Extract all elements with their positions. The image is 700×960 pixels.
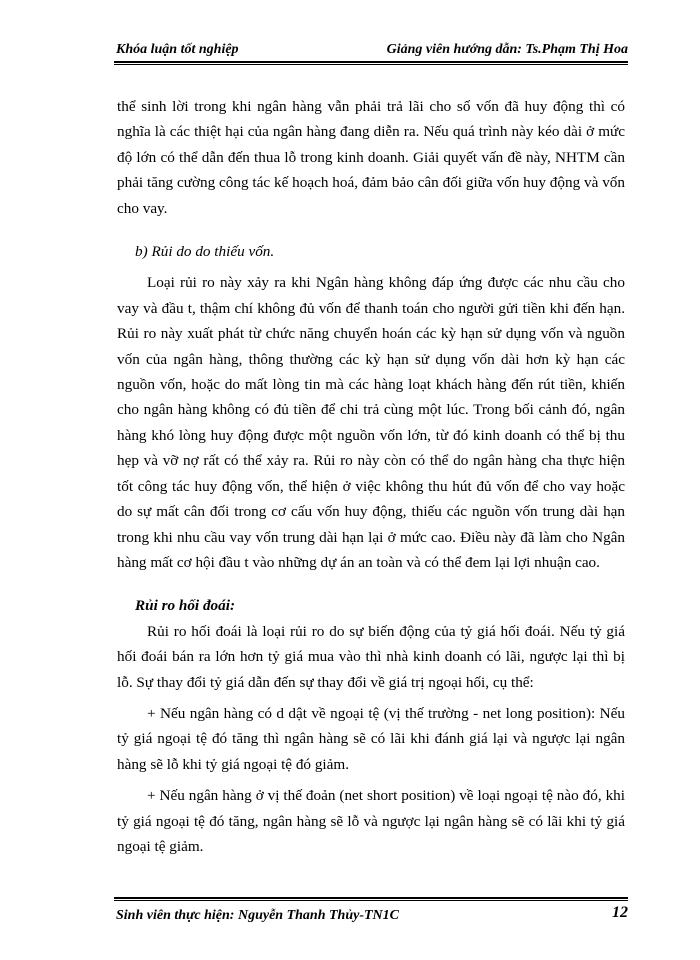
paragraph-capital-gap: thể sinh lời trong khi ngân hàng vẫn phải trả lãi cho số vốn đã huy động thì có nghĩa là các thiệt hại của ngân hàng đang diễn ra. Nếu quá trình này kéo dài ở mức độ lớn có thể dẫn đến thua lỗ trong kinh doanh. Giải quyết vấn đề này, NHTM cần phải tăng cường công tác kế hoạch hoá, đảm bảo cân đối giữa vốn huy động và vốn cho vay.: [117, 98, 625, 217]
paragraph-fx-definition: Rủi ro hối đoái là loại rủi ro do sự biến động của tỷ giá hối đoái. Nếu tỷ giá hối đoái bán ra lớn hơn tỷ giá mua vào thì nhà kinh doanh có lãi, ngược lại thì bị lỗ. Sự thay đổi tỷ giá dẫn đến sự thay đổi về giá trị ngoại hối, cụ thể:: [117, 622, 625, 691]
header-rule-thick: [114, 61, 628, 63]
header-thesis-label: Khóa luận tốt nghiệp: [116, 42, 239, 57]
footer-rule-thin: [114, 900, 628, 901]
document-body: [117, 94, 625, 859]
page-header: [116, 38, 628, 62]
section-title-fx-risk: Rủi ro hối đoái:: [135, 597, 236, 615]
paragraph-net-long: + Nếu ngân hàng có d dật về ngoại tệ (vị thế trường - net long position): Nếu tỷ giá ngoại tệ đó tăng thì ngân hàng sẽ có lãi khi đánh giá lại và ngược lại ngân hàng sẽ lỗ khi tỷ giá ngoại tệ đó giảm.: [117, 704, 625, 773]
paragraph-capital-shortage: Loại rủi ro này xảy ra khi Ngân hàng không đáp ứng được các nhu cầu cho vay và đầu t, thậm chí không đủ vốn để thanh toán cho người gửi tiền khi đến hạn. Rủi ro này xuất phát từ chức năng chuyển hoán các kỳ hạn sử dụng vốn và nguồn vốn của ngân hàng, thông thường các kỳ hạn sử dụng vốn dài hơn kỳ hạn các nguồn vốn, hoặc do mất lòng tin mà các hàng loạt khách hàng đến rút tiền, khiến cho ngân hàng không có đủ tiền để chi trả cùng một lúc. Trong bối cảnh đó, ngân hàng khó lòng huy động được một nguồn vốn lớn, từ đó kinh doanh có thể bị thu hẹp và vỡ nợ rất có thể xảy ra. Rủi ro này còn có thể do ngân hàng cha thực hiện tốt công tác huy động vốn, thể hiện ở việc không thu hút đủ vốn để cho vay hoặc do sự mất cân đối trong cơ cấu vốn huy động, thiếu các nguồn vốn trung dài hạn trong khi nhu cầu vay vốn trung dài hạn lại ở mức cao. Điều này đã làm cho Ngân hàng mất cơ hội đầu t vào những dự án an toàn và có thể đem lại lợi nhuận cao.: [117, 274, 625, 571]
header-rule-thin: [114, 64, 628, 65]
header-advisor-label: Giảng viên hướng dẫn: Ts.Phạm Thị Hoa: [386, 42, 628, 57]
paragraph-net-short: + Nếu ngân hàng ở vị thế đoản (net short position) về loại ngoại tệ nào đó, khi tỷ giá ngoại tệ đó tăng, ngân hàng sẽ lỗ và ngược lại ngân hàng sẽ có lãi khi tỷ giá ngoại tệ giảm.: [117, 787, 625, 855]
page-footer: [116, 906, 628, 930]
section-title-capital-shortage: b) Rủi do do thiếu vốn.: [135, 243, 275, 261]
footer-rule-thick: [114, 897, 628, 899]
footer-student-label: Sinh viên thực hiện: Nguyễn Thanh Thủy-TN1C: [116, 908, 399, 923]
page-number: 12: [612, 904, 628, 921]
